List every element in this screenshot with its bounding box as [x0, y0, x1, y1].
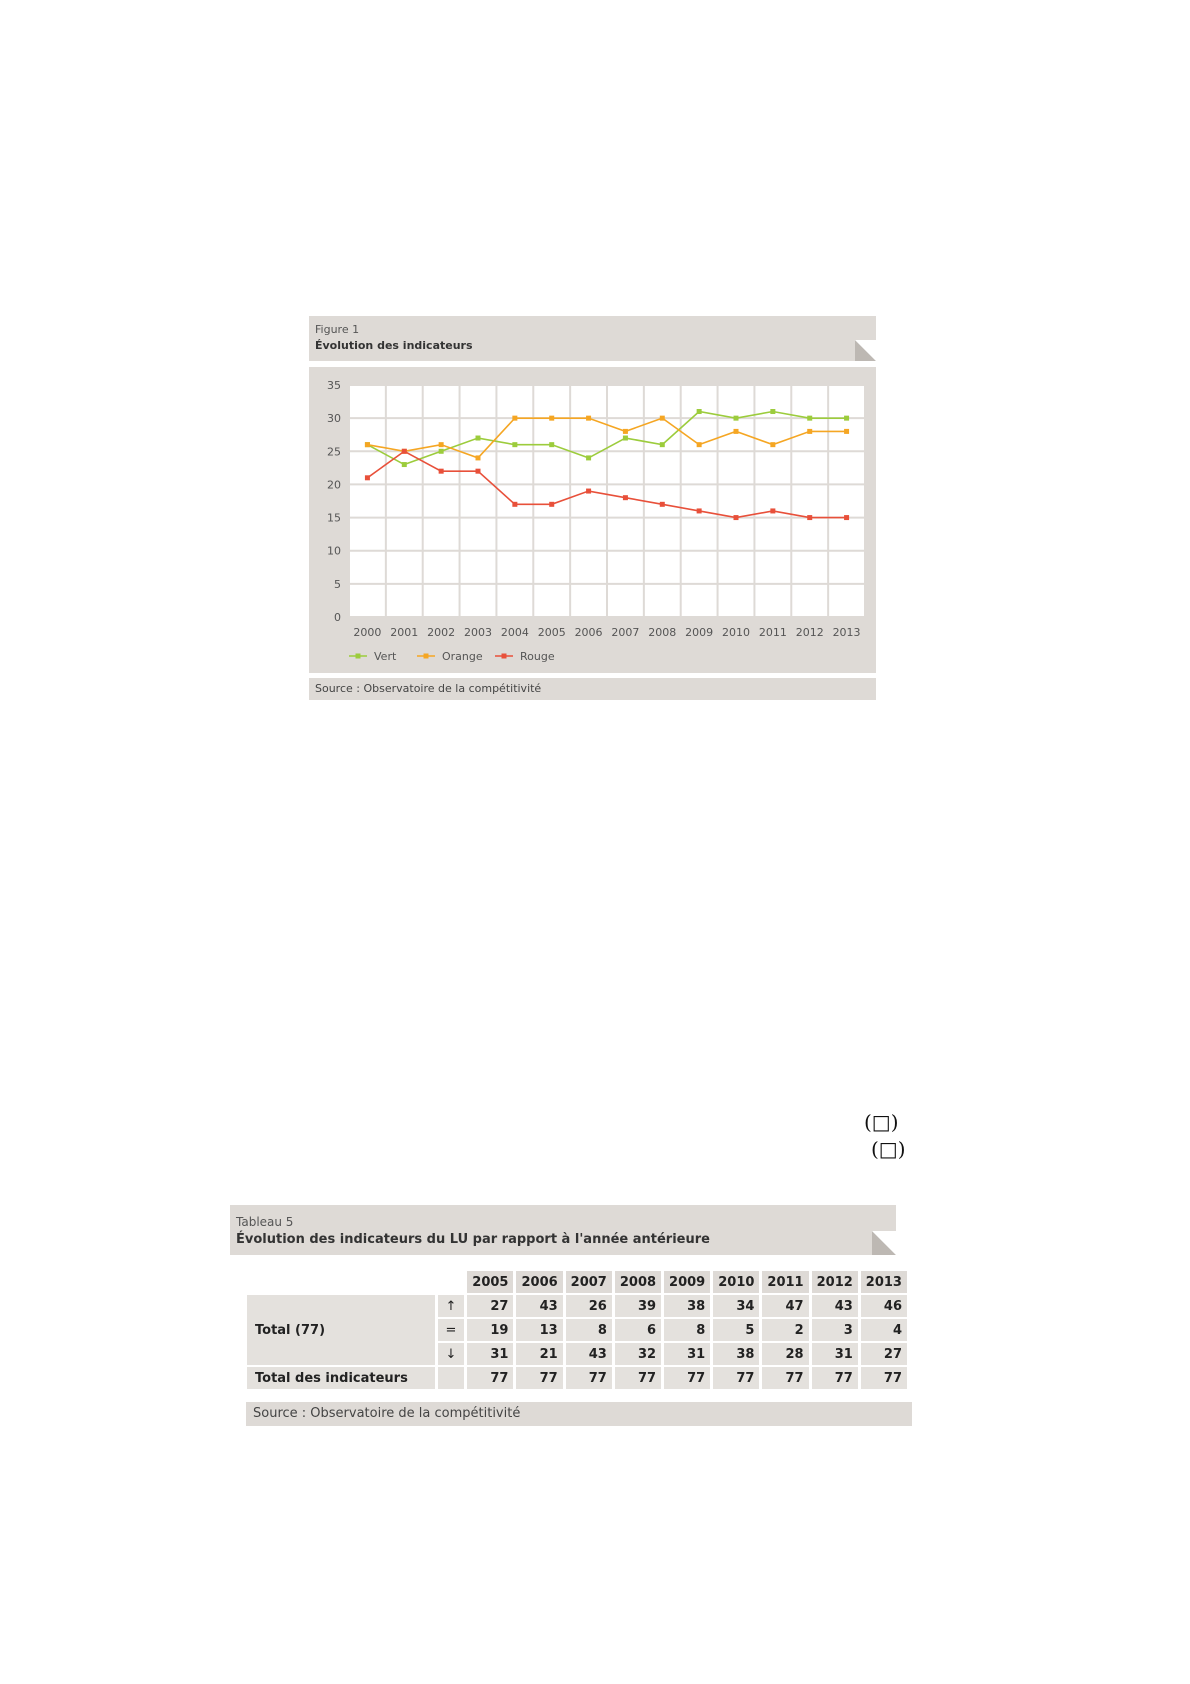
total-cell: 77 [516, 1367, 562, 1389]
chart-panel [309, 367, 876, 673]
table-cell: 38 [713, 1343, 759, 1365]
data-point [734, 515, 739, 520]
y-tick-label: 15 [327, 511, 341, 525]
data-point [512, 416, 517, 421]
data-point [697, 508, 702, 513]
data-point [549, 416, 554, 421]
legend-swatch-marker [424, 654, 429, 659]
data-point [734, 429, 739, 434]
data-point [512, 442, 517, 447]
table-cell: 5 [713, 1319, 759, 1341]
y-tick-label: 0 [334, 611, 341, 624]
data-point [660, 442, 665, 447]
table-cell: 31 [812, 1343, 858, 1365]
figure-title: Évolution des indicateurs [315, 339, 473, 352]
data-point [365, 475, 370, 480]
indicator-table [244, 1269, 910, 1391]
marker-2: (□) [871, 1137, 906, 1161]
year-header: 2005 [467, 1271, 513, 1293]
figure-header [309, 316, 876, 361]
data-point [660, 416, 665, 421]
line-chart [309, 367, 876, 673]
data-point [807, 429, 812, 434]
total-cell: 77 [713, 1367, 759, 1389]
total-cell: 77 [467, 1367, 513, 1389]
x-tick-label: 2008 [648, 626, 677, 639]
x-tick-label: 2013 [832, 626, 861, 639]
data-point [807, 416, 812, 421]
x-tick-label: 2001 [390, 626, 419, 639]
data-point [586, 489, 591, 494]
table-cell: 8 [566, 1319, 612, 1341]
data-point [844, 429, 849, 434]
year-header: 2006 [516, 1271, 562, 1293]
total-cell: 77 [861, 1367, 907, 1389]
y-tick-label: 25 [327, 445, 341, 459]
figure-source: Source : Observatoire de la compétitivité [309, 678, 876, 700]
data-point [476, 436, 481, 441]
legend-label: Vert [374, 650, 397, 663]
table-cell: 27 [467, 1295, 513, 1317]
table-cell: 38 [664, 1295, 710, 1317]
table-title: Évolution des indicateurs du LU par rapport à l'année antérieure [236, 1232, 710, 1247]
data-point [844, 515, 849, 520]
year-header: 2012 [812, 1271, 858, 1293]
table-5 [230, 1205, 910, 1421]
x-tick-label: 2004 [500, 626, 529, 639]
total-symbol-blank [438, 1367, 465, 1389]
year-header: 2010 [713, 1271, 759, 1293]
corner-fold-cover [872, 1231, 896, 1255]
table-cell: 27 [861, 1343, 907, 1365]
data-point [586, 416, 591, 421]
data-point [402, 449, 407, 454]
trend-symbol: ↑ [438, 1295, 465, 1317]
data-point [770, 409, 775, 414]
table-cell: 43 [566, 1343, 612, 1365]
data-point [439, 449, 444, 454]
y-tick-label: 35 [327, 379, 341, 392]
data-point [697, 442, 702, 447]
marker-1: (□) [864, 1110, 899, 1134]
x-tick-label: 2000 [353, 626, 382, 639]
legend-swatch-marker [502, 654, 507, 659]
data-point [770, 442, 775, 447]
table-header-row [247, 1271, 907, 1293]
total-cell: 77 [812, 1367, 858, 1389]
table-header [230, 1205, 896, 1255]
table-cell: 26 [566, 1295, 612, 1317]
table-cell: 21 [516, 1343, 562, 1365]
year-header: 2009 [664, 1271, 710, 1293]
x-tick-label: 2005 [537, 626, 566, 639]
data-point [476, 469, 481, 474]
table-cell: 31 [664, 1343, 710, 1365]
table-cell: 28 [762, 1343, 808, 1365]
table-cell: 39 [615, 1295, 661, 1317]
year-header: 2011 [762, 1271, 808, 1293]
figure-label: Figure 1 [315, 323, 360, 336]
total-label: Total des indicateurs [247, 1367, 435, 1389]
total-cell: 77 [664, 1367, 710, 1389]
x-tick-label: 2010 [722, 626, 750, 639]
table-cell: 2 [762, 1319, 808, 1341]
total-cell: 77 [566, 1367, 612, 1389]
table-cell: 8 [664, 1319, 710, 1341]
data-point [402, 462, 407, 467]
year-header: 2008 [615, 1271, 661, 1293]
table-cell: 47 [762, 1295, 808, 1317]
header-blank-symbol [438, 1271, 465, 1293]
table-cell: 43 [516, 1295, 562, 1317]
table-cell: 32 [615, 1343, 661, 1365]
x-tick-label: 2007 [611, 626, 640, 639]
data-point [549, 502, 554, 507]
y-tick-label: 10 [327, 544, 341, 558]
data-point [807, 515, 812, 520]
x-tick-label: 2006 [574, 626, 603, 639]
data-point [476, 455, 481, 460]
year-header: 2007 [566, 1271, 612, 1293]
table-source: Source : Observatoire de la compétitivité [246, 1402, 912, 1426]
data-point [439, 442, 444, 447]
table-cell: 13 [516, 1319, 562, 1341]
data-point [734, 416, 739, 421]
y-tick-label: 20 [327, 478, 341, 492]
trend-symbol: = [438, 1319, 465, 1341]
data-point [697, 409, 702, 414]
table-row [247, 1295, 907, 1317]
data-point [770, 508, 775, 513]
table-cell: 3 [812, 1319, 858, 1341]
x-tick-label: 2002 [427, 626, 456, 639]
table-cell: 31 [467, 1343, 513, 1365]
data-point [623, 495, 628, 500]
total-row [247, 1367, 907, 1389]
total-cell: 77 [762, 1367, 808, 1389]
trend-symbol: ↓ [438, 1343, 465, 1365]
x-tick-label: 2003 [464, 626, 492, 639]
x-tick-label: 2009 [685, 626, 714, 639]
total-cell: 77 [615, 1367, 661, 1389]
figure-1 [309, 316, 876, 700]
data-point [586, 455, 591, 460]
table-label: Tableau 5 [236, 1215, 294, 1229]
table-cell: 34 [713, 1295, 759, 1317]
table-cell: 19 [467, 1319, 513, 1341]
x-tick-label: 2011 [758, 626, 787, 639]
data-point [844, 416, 849, 421]
data-point [365, 442, 370, 447]
legend-swatch-marker [356, 654, 361, 659]
data-point [439, 469, 444, 474]
data-point [623, 429, 628, 434]
legend-label: Orange [442, 650, 483, 663]
corner-fold-cover [855, 340, 876, 361]
table-cell: 43 [812, 1295, 858, 1317]
y-tick-label: 5 [334, 577, 341, 591]
legend-label: Rouge [520, 650, 555, 663]
year-header: 2013 [861, 1271, 907, 1293]
x-tick-label: 2012 [795, 626, 824, 639]
y-tick-label: 30 [327, 412, 341, 426]
group-label: Total (77) [247, 1295, 435, 1365]
header-blank [247, 1271, 435, 1293]
data-point [549, 442, 554, 447]
table-cell: 6 [615, 1319, 661, 1341]
data-point [660, 502, 665, 507]
table-cell: 4 [861, 1319, 907, 1341]
data-point [623, 436, 628, 441]
data-point [512, 502, 517, 507]
table-cell: 46 [861, 1295, 907, 1317]
